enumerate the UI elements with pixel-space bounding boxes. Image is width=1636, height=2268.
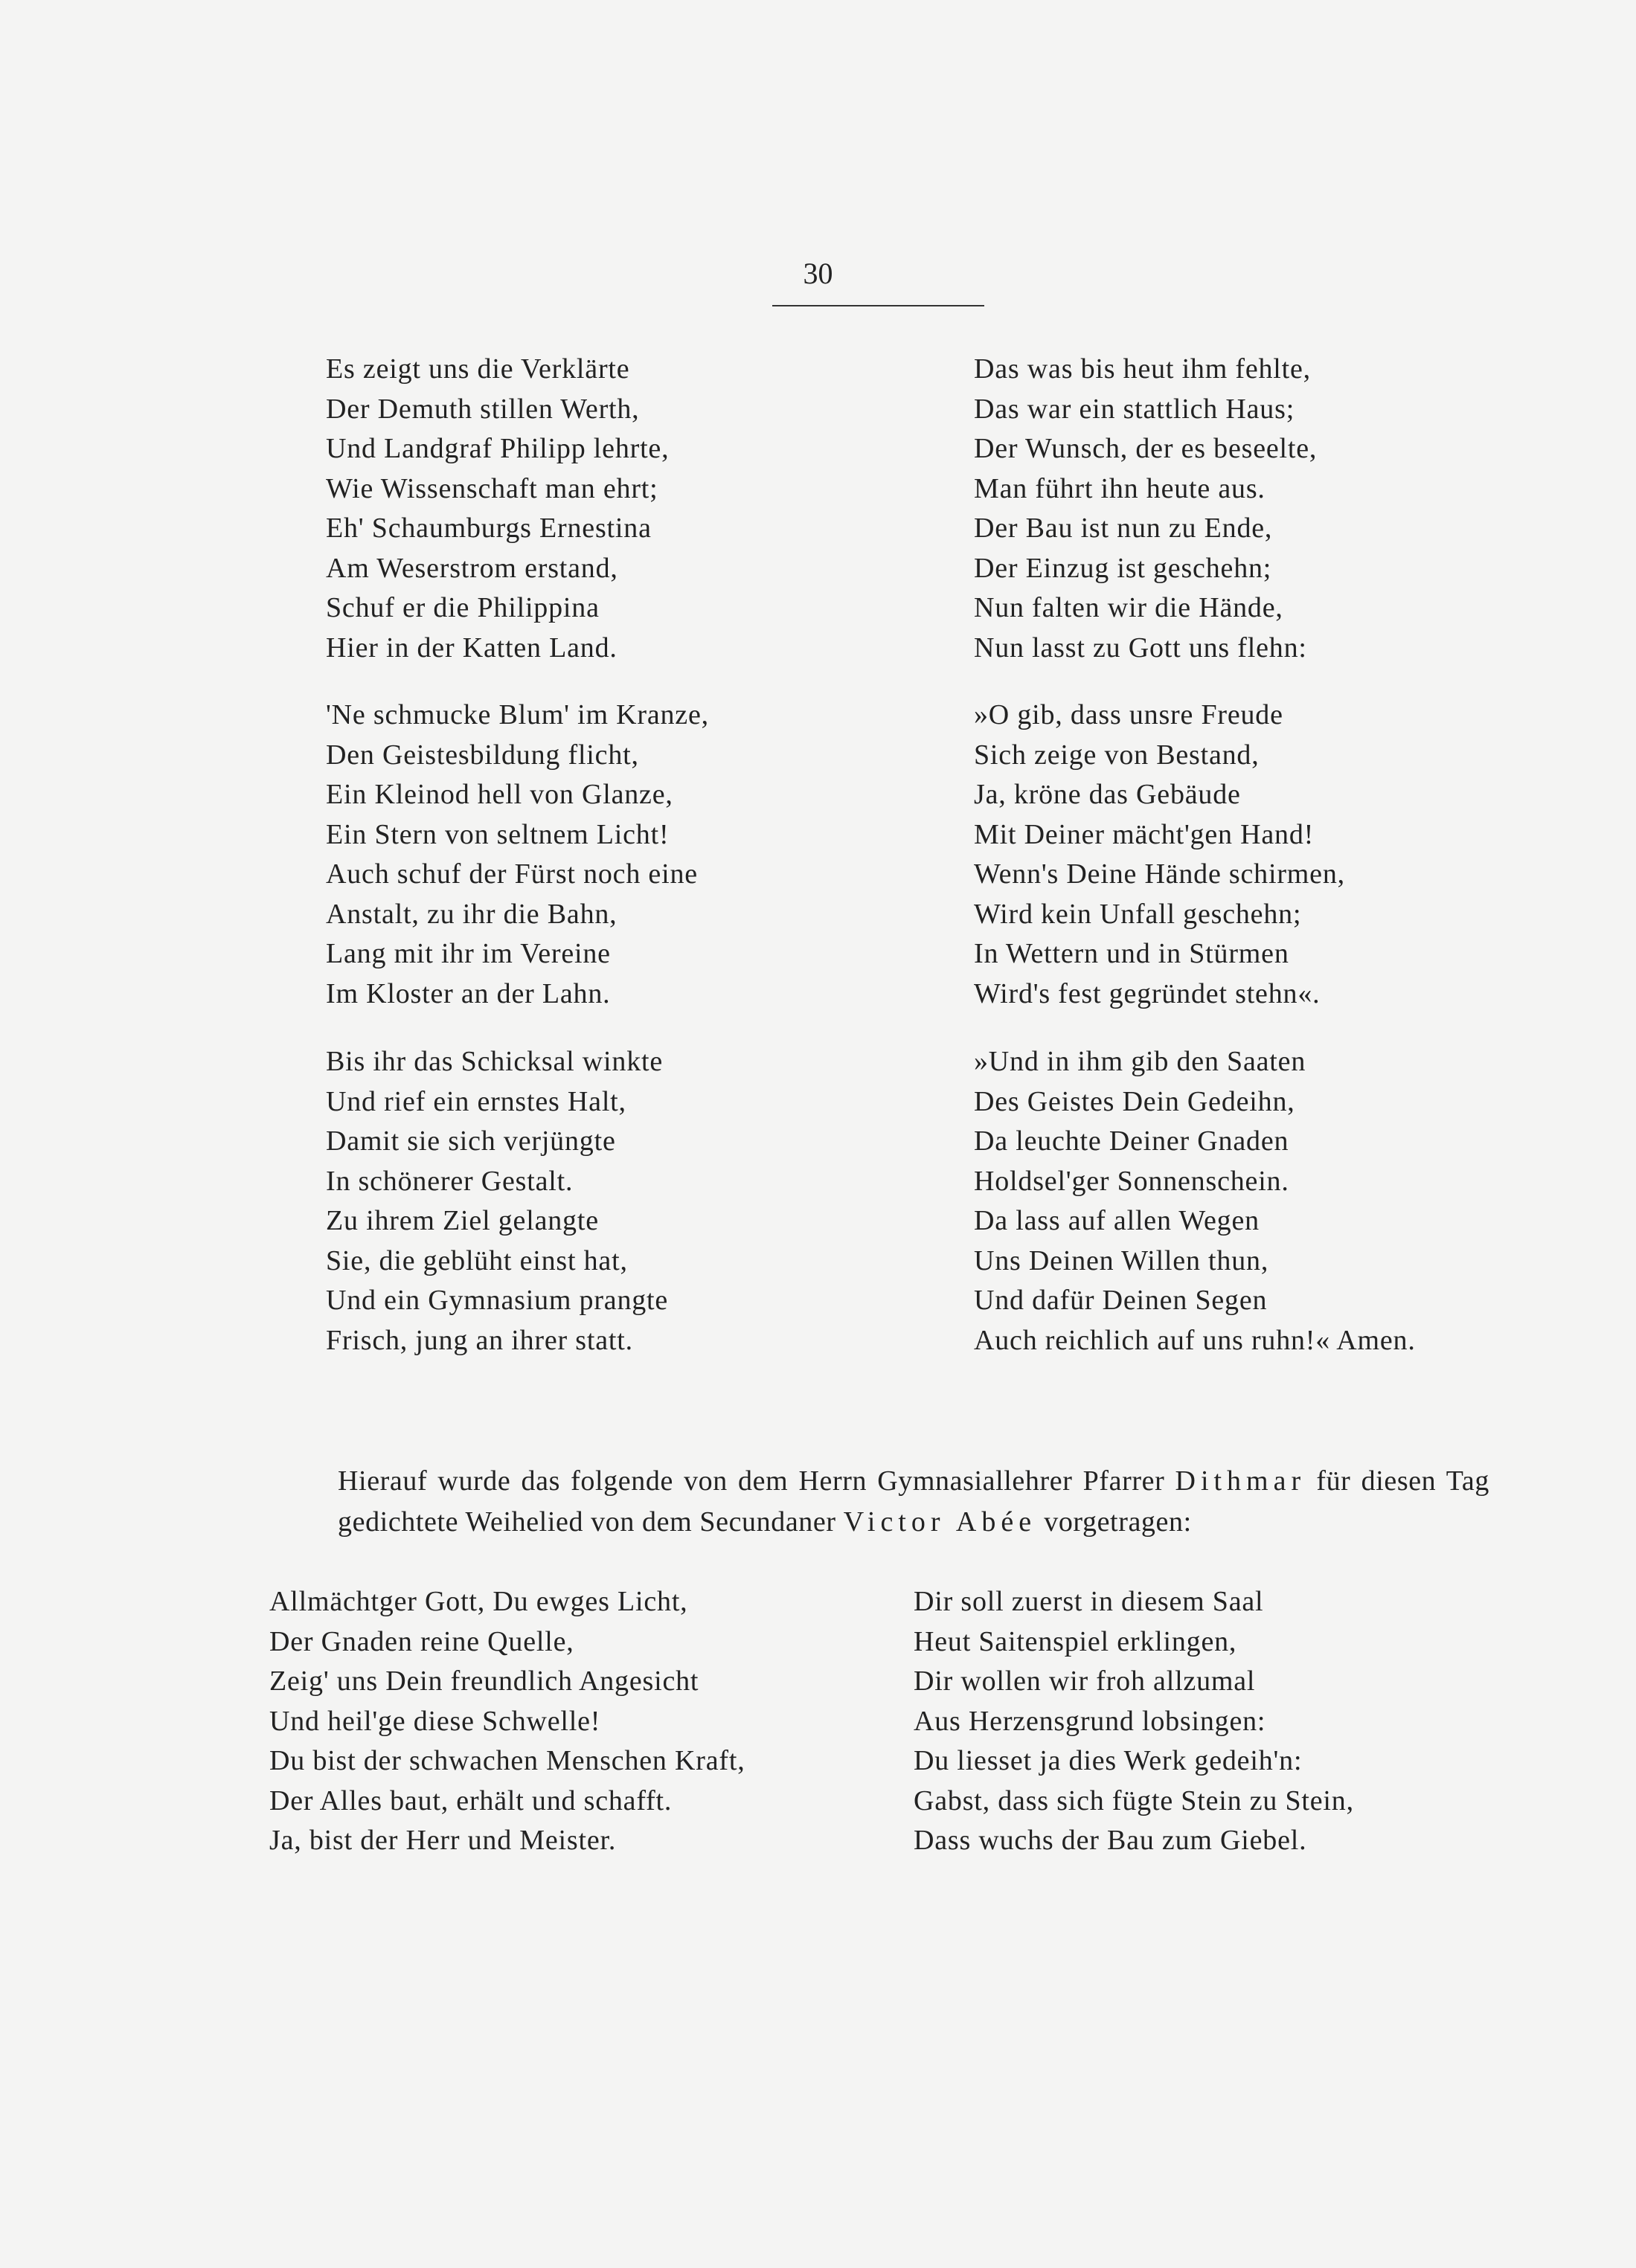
verse-line: Und rief ein ernstes Halt, [326,1085,626,1117]
verse-line: Und Landgraf Philipp lehrte, [326,433,670,464]
verse-line: Wird's fest gegründet stehn«. [974,977,1321,1009]
verse-line: Ja, kröne das Gebäude [974,779,1241,810]
verse-line: Und heil'ge diese Schwelle! [269,1705,601,1737]
verse-line: »O gib, dass unsre Freude [974,699,1283,730]
poem-1-left-stanza-3 [326,1042,668,1361]
verse-line: Wird kein Unfall geschehn; [974,898,1302,930]
verse-line: Der Wunsch, der es beseelte, [974,433,1318,464]
verse-line: Des Geistes Dein Gedeihn, [974,1085,1295,1117]
verse-line: Uns Deinen Willen thun, [974,1244,1269,1276]
verse-line: Das was bis heut ihm fehlte, [974,353,1311,385]
poem-1-right-stanza-2 [974,696,1345,1014]
verse-line: Wenn's Deine Hände schirmen, [974,858,1345,890]
verse-line: Den Geistesbildung flicht, [326,739,639,771]
poem-1-right-stanza-3 [974,1042,1416,1361]
verse-line: Wie Wissenschaft man ehrt; [326,472,658,504]
poem-1-left-stanza-1 [326,350,669,668]
verse-line: Und ein Gymnasium prangte [326,1285,669,1316]
poem-1-right-stanza-1 [974,350,1317,668]
verse-line: Aus Herzensgrund lobsingen: [914,1705,1266,1737]
name-dithmar: Dithmar [1175,1465,1306,1497]
verse-line: Der Demuth stillen Werth, [326,393,640,425]
verse-line: Ein Kleinod hell von Glanze, [326,779,673,810]
verse-line: Zeig' uns Dein freundlich Angesicht [269,1665,699,1697]
verse-line: In Wettern und in Stürmen [974,938,1289,969]
verse-line: Damit sie sich verjüngte [326,1125,616,1157]
page-number: 30 [803,257,833,290]
verse-line: Der Bau ist nun zu Ende, [974,513,1273,544]
verse-line: Schuf er die Philippina [326,592,600,623]
verse-line: Holdsel'ger Sonnenschein. [974,1165,1289,1197]
verse-line: Heut Saitenspiel erklingen, [914,1625,1237,1657]
verse-line: Im Kloster an der Lahn. [326,977,611,1009]
verse-line: Du bist der schwachen Menschen Kraft, [269,1745,745,1776]
verse-line: Es zeigt uns die Verklärte [326,353,630,385]
prose-text-3: vorgetragen: [1044,1506,1192,1538]
intro-paragraph [269,1461,1489,1543]
verse-line: In schönerer Gestalt. [326,1165,574,1197]
verse-line: Und dafür Deinen Segen [974,1285,1268,1316]
verse-line: Frisch, jung an ihrer statt. [326,1324,633,1356]
verse-line: Da lass auf allen Wegen [974,1205,1260,1236]
verse-line: Da leuchte Deiner Gnaden [974,1125,1289,1157]
verse-line: Nun lasst zu Gott uns flehn: [974,632,1307,664]
verse-line: Sich zeige von Bestand, [974,739,1260,771]
prose-text-2: für diesen Tag gedichtete Weihelied von dem Secundaner [338,1465,1489,1538]
verse-line: Sie, die geblüht einst hat, [326,1244,628,1276]
verse-line: »Und in ihm gib den Saaten [974,1046,1306,1077]
verse-line: Du liesset ja dies Werk gedeih'n: [914,1745,1303,1776]
prose-text-1: Hierauf wurde das folgende von dem Herrn Gymnasiallehrer Pfarrer [338,1465,1165,1497]
verse-line: Gabst, dass sich fügte Stein zu Stein, [914,1784,1354,1816]
verse-line: Der Gnaden reine Quelle, [269,1625,574,1657]
verse-line: Man führt ihn heute aus. [974,472,1266,504]
verse-line: Der Einzug ist geschehn; [974,552,1272,584]
verse-line: Nun falten wir die Hände, [974,592,1283,623]
verse-line: Auch reichlich auf uns ruhn!« Amen. [974,1324,1416,1356]
verse-line: Ja, bist der Herr und Meister. [269,1825,617,1856]
verse-line: Am Weserstrom erstand, [326,552,618,584]
verse-line: Dir wollen wir froh allzumal [914,1665,1256,1697]
poem-2-left-stanza [269,1582,745,1861]
verse-line: Dass wuchs der Bau zum Giebel. [914,1825,1307,1856]
verse-line: Bis ihr das Schicksal winkte [326,1046,664,1077]
verse-line: Auch schuf der Fürst noch eine [326,858,698,890]
poem-1-left-stanza-2 [326,696,709,1014]
verse-line: Anstalt, zu ihr die Bahn, [326,898,617,930]
poem-2-right-stanza [914,1582,1354,1861]
verse-line: Zu ihrem Ziel gelangte [326,1205,599,1236]
verse-line: Dir soll zuerst in diesem Saal [914,1586,1264,1617]
verse-line: Lang mit ihr im Vereine [326,938,611,969]
verse-line: Mit Deiner mächt'gen Hand! [974,818,1315,850]
verse-line: Der Alles baut, erhält und schafft. [269,1784,673,1816]
verse-line: Hier in der Katten Land. [326,632,617,664]
page-number-rule [772,305,984,306]
verse-line: 'Ne schmucke Blum' im Kranze, [326,699,709,730]
name-victor-abee: Victor Abée [843,1506,1037,1538]
verse-line: Ein Stern von seltnem Licht! [326,818,670,850]
verse-line: Eh' Schaumburgs Ernestina [326,513,652,544]
verse-line: Das war ein stattlich Haus; [974,393,1295,425]
verse-line: Allmächtger Gott, Du ewges Licht, [269,1586,688,1617]
